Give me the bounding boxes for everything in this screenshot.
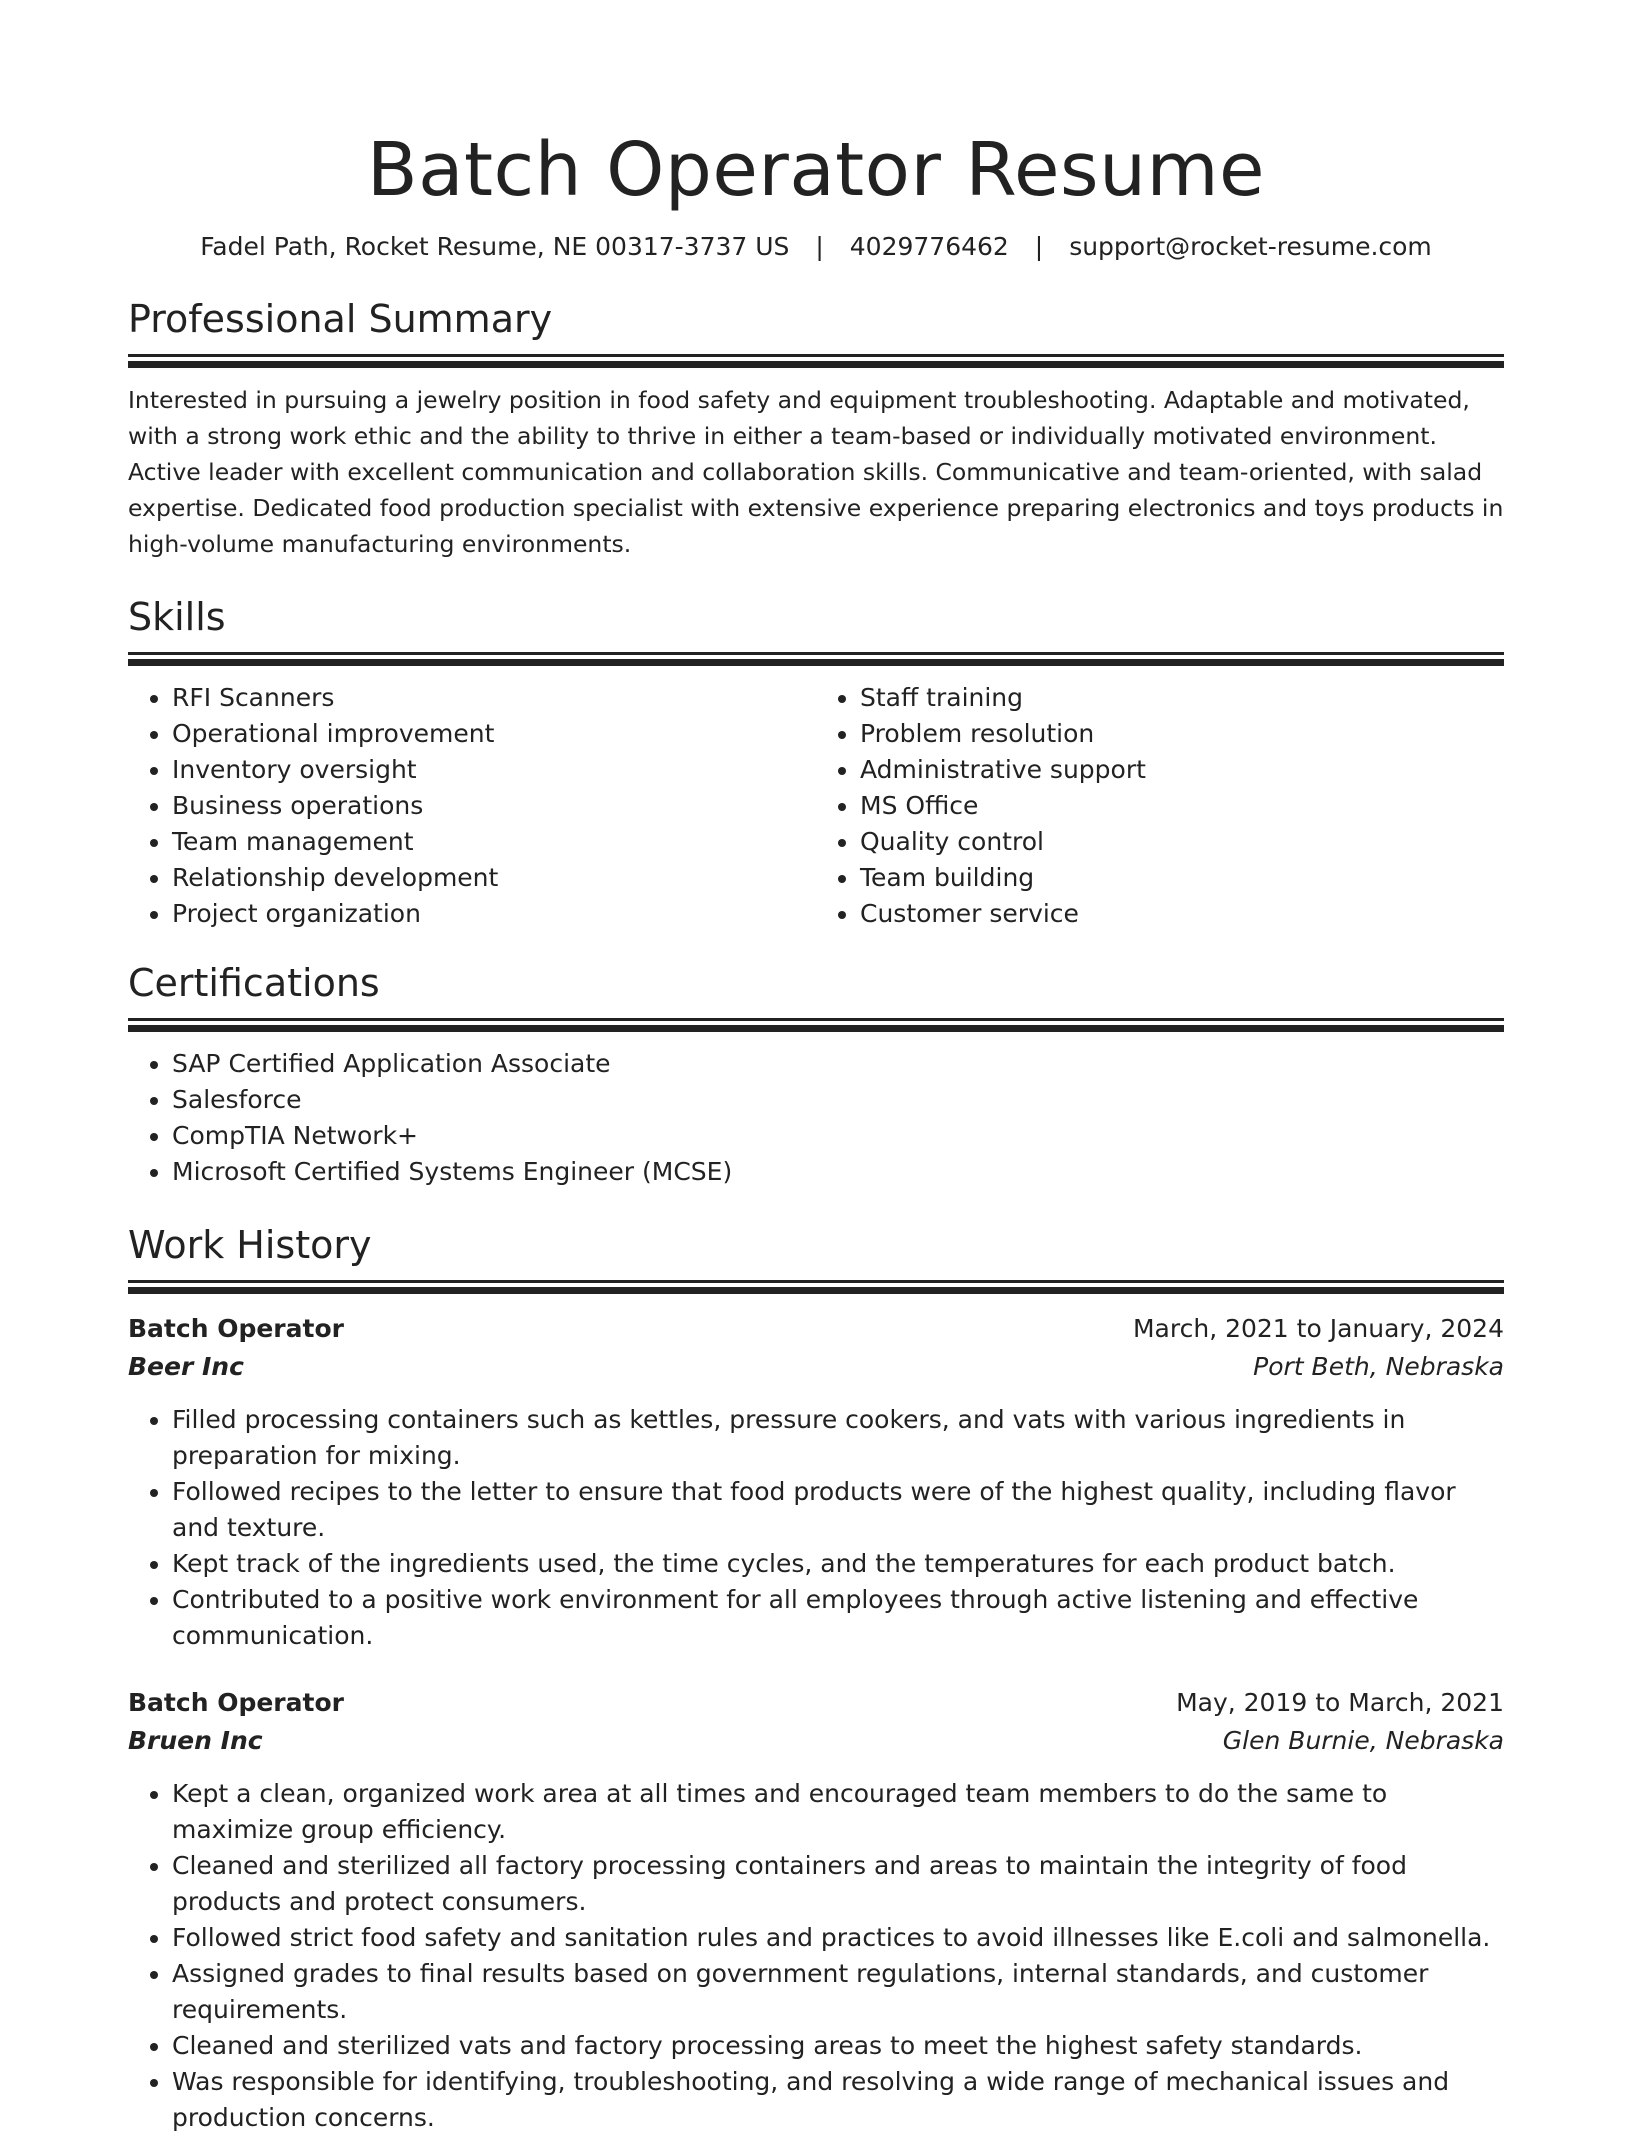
skill-item: • Business operations — [172, 788, 816, 824]
section-rule-thick — [128, 1025, 1504, 1032]
contact-phone: 4029776462 — [849, 232, 1009, 261]
job-dates: March, 2021 to January, 2024 — [1132, 1314, 1504, 1343]
job-dates: May, 2019 to March, 2021 — [1176, 1688, 1504, 1717]
summary-section — [128, 294, 1504, 562]
section-rule-thick — [128, 361, 1504, 368]
job-bullet: • Filled processing containers such as kettles, pressure cookers, and vats with various ingredients in preparation for mixing. — [172, 1402, 1504, 1474]
skill-item: • RFI Scanners — [172, 680, 816, 716]
skill-item: • Relationship development — [172, 860, 816, 896]
section-rule — [128, 1018, 1504, 1021]
contact-email: support@rocket-resume.com — [1069, 232, 1432, 261]
skills-list-left — [128, 680, 816, 932]
skill-item: • Problem resolution — [860, 716, 1504, 752]
certifications-section — [128, 958, 1504, 1190]
section-rule — [128, 354, 1504, 357]
job-bullet: • Cleaned and sterilized all factory processing containers and areas to maintain the integrity of food products and protect consumers. — [172, 1848, 1504, 1920]
skill-item: • Team management — [172, 824, 816, 860]
job-bullet: • Followed recipes to the letter to ensure that food products were of the highest quality, including flavor and texture. — [172, 1474, 1504, 1546]
work-heading: Work History — [128, 1223, 372, 1267]
job-subheader — [128, 1348, 1504, 1386]
contact-address: Fadel Path, Rocket Resume, NE 00317-3737 US — [200, 232, 790, 261]
summary-heading: Professional Summary — [128, 297, 553, 341]
certification-item: • CompTIA Network+ — [172, 1118, 1504, 1154]
job-entry — [128, 1310, 1504, 1654]
job-location: Glen Burnie, Nebraska — [1222, 1726, 1504, 1755]
certifications-heading: Certifications — [128, 961, 380, 1005]
job-entry — [128, 1684, 1504, 2136]
job-bullet: • Assigned grades to final results based on government regulations, internal standards, and customer requirements. — [172, 1956, 1504, 2028]
job-header — [128, 1310, 1504, 1348]
skills-section — [128, 592, 1504, 932]
skill-item: • Operational improvement — [172, 716, 816, 752]
skill-item: • Inventory oversight — [172, 752, 816, 788]
job-bullet: • Kept a clean, organized work area at all times and encouraged team members to do the same to maximize group efficiency. — [172, 1776, 1504, 1848]
job-location: Port Beth, Nebraska — [1253, 1352, 1504, 1381]
job-bullets — [128, 1776, 1504, 2136]
job-header — [128, 1684, 1504, 1722]
job-company: Bruen Inc — [128, 1726, 263, 1755]
section-rule — [128, 1280, 1504, 1283]
job-company: Beer Inc — [128, 1352, 244, 1381]
certification-item: • Salesforce — [172, 1082, 1504, 1118]
page-title: Batch Operator Resume — [366, 127, 1266, 213]
certification-item: • Microsoft Certified Systems Engineer (MCSE) — [172, 1154, 1504, 1190]
job-bullet: • Followed strict food safety and sanitation rules and practices to avoid illnesses like E.coli and salmonella. — [172, 1920, 1504, 1956]
contact-separator: | — [815, 232, 824, 261]
work-section — [128, 1220, 1504, 2136]
certification-item: • SAP Certified Application Associate — [172, 1046, 1504, 1082]
section-rule — [128, 652, 1504, 655]
section-rule-thick — [128, 659, 1504, 666]
job-title: Batch Operator — [128, 1688, 344, 1717]
certifications-list — [128, 1046, 1504, 1190]
job-bullet: • Kept track of the ingredients used, the time cycles, and the temperatures for each product batch. — [172, 1546, 1504, 1582]
skill-item: • Administrative support — [860, 752, 1504, 788]
job-bullet: • Cleaned and sterilized vats and factory processing areas to meet the highest safety standards. — [172, 2028, 1504, 2064]
skills-list-right — [816, 680, 1504, 932]
contact-line — [128, 230, 1504, 264]
skill-item: • Staff training — [860, 680, 1504, 716]
skill-item: • Project organization — [172, 896, 816, 932]
section-rule-thick — [128, 1287, 1504, 1294]
job-bullet: • Was responsible for identifying, troubleshooting, and resolving a wide range of mechanical issues and production concerns. — [172, 2064, 1504, 2136]
job-subheader — [128, 1722, 1504, 1760]
skill-item: • Customer service — [860, 896, 1504, 932]
skill-item: • Quality control — [860, 824, 1504, 860]
skill-item: • Team building — [860, 860, 1504, 896]
skills-heading: Skills — [128, 595, 226, 639]
summary-text: Interested in pursuing a jewelry position in food safety and equipment troubleshooting. Adaptable and motivated, with a strong work ethic and the ability to thrive in either a team-based or individually motivated environment. Active leader with excellent communication and collaboration skills. Communicative and team-oriented, with salad expertise. Dedicated food production specialist with extensive experience preparing electronics and toys products in high-volume manufacturing environments. — [128, 386, 1504, 558]
contact-separator: | — [1034, 232, 1044, 261]
skills-columns — [128, 680, 1504, 932]
job-title: Batch Operator — [128, 1314, 344, 1343]
job-bullet: • Contributed to a positive work environment for all employees through active listening and effective communication. — [172, 1582, 1504, 1654]
job-bullets — [128, 1402, 1504, 1654]
skill-item: • MS Office — [860, 788, 1504, 824]
